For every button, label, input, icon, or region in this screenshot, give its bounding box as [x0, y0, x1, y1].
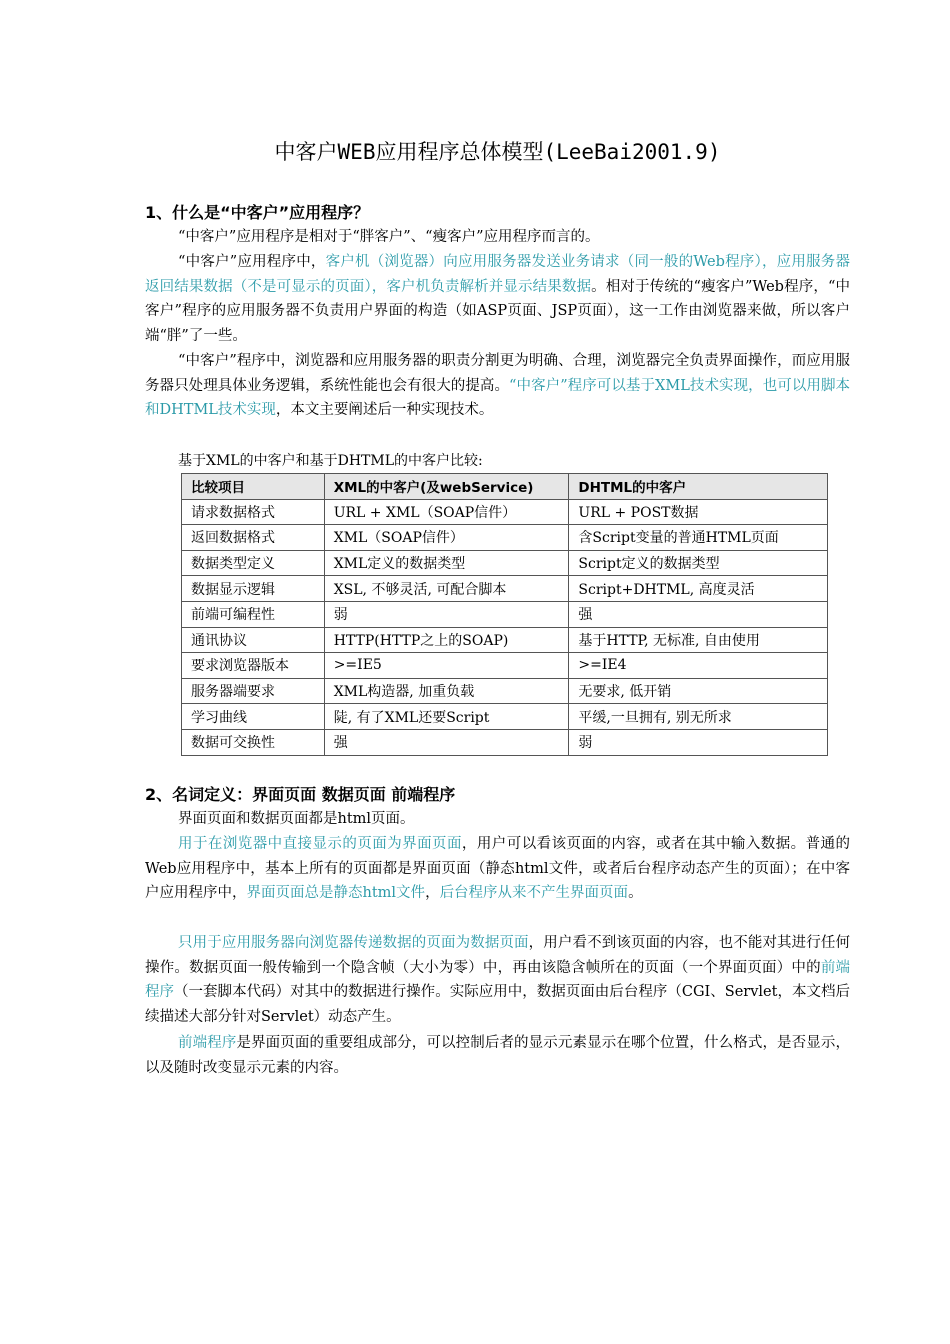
table-cell: XML（SOAP信件） — [324, 525, 569, 551]
table-cell: Script+DHTML, 高度灵活 — [569, 576, 828, 602]
comparison-table — [181, 473, 828, 756]
table-row — [182, 627, 828, 653]
table-cell: 学习曲线 — [182, 704, 325, 730]
table-cell: 弱 — [569, 729, 828, 755]
table-row — [182, 499, 828, 525]
table-cell: 强 — [569, 601, 828, 627]
table-cell: 要求浏览器版本 — [182, 653, 325, 679]
section-2-paragraph-2 — [145, 832, 850, 906]
table-cell: XML定义的数据类型 — [324, 550, 569, 576]
text-run: ， — [425, 885, 440, 901]
table-cell: 通讯协议 — [182, 627, 325, 653]
table-cell: 返回数据格式 — [182, 525, 325, 551]
table-cell: 数据可交换性 — [182, 729, 325, 755]
table-cell: 弱 — [324, 601, 569, 627]
table-caption: 基于XML的中客户和基于DHTML的中客户比较: — [178, 453, 483, 469]
table-cell: 数据类型定义 — [182, 550, 325, 576]
text-run: 。相对于传统的“瘦客户”Web程序，“中客户”程序的应用服务器不负责用户界面的构造（如ASP页面、JSP页面），这一工作由浏览器来做，所以客户端“胖”了一些。 — [145, 278, 850, 344]
table-cell: HTTP(HTTP之上的SOAP) — [324, 627, 569, 653]
text-run: （一套脚本代码）对其中的数据进行操作。实际应用中，数据页面由后台程序（CGI、Servlet，本文档后续描述大部分针对Servlet）动态产生。 — [145, 984, 851, 1025]
document-title: 中客户WEB应用程序总体模型(LeeBai2001.9) — [274, 140, 721, 164]
table-cell: 请求数据格式 — [182, 499, 325, 525]
table-row — [182, 704, 828, 730]
table-cell: 强 — [324, 729, 569, 755]
highlighted-text: 客户机（浏览器）向应用服务器发送业务请求（同一般的Web程序），应用服务器返回结果数据（不是可显示的页面），客户机负责解析并显示结果数据 — [145, 254, 850, 295]
table-row — [182, 550, 828, 576]
table-row — [182, 678, 828, 704]
table-header-cell: 比较项目 — [182, 474, 325, 500]
section-1-paragraph-3 — [145, 349, 850, 423]
table-row — [182, 576, 828, 602]
table-cell: Script定义的数据类型 — [569, 550, 828, 576]
text-run: ，本文主要阐述后一种实现技术。 — [275, 402, 494, 418]
table-row — [182, 601, 828, 627]
table-header-cell: XML的中客户(及webService) — [324, 474, 569, 500]
table-cell: >=IE4 — [569, 653, 828, 679]
table-cell: 无要求, 低开销 — [569, 678, 828, 704]
table-cell: 平缓,一旦拥有, 别无所求 — [569, 704, 828, 730]
section-1-paragraph-2 — [145, 250, 850, 348]
text-run: 是界面页面的重要组成部分，可以控制后者的显示元素显示在哪个位置，什么格式，是否显示，以及随时改变显示元素的内容。 — [145, 1035, 851, 1076]
highlighted-text: “中客户”程序可以基于XML技术实现，也可以用脚本和DHTML技术实现 — [145, 377, 850, 418]
table-cell: 数据显示逻辑 — [182, 576, 325, 602]
highlighted-text: 前端程序 — [145, 959, 851, 1000]
section-2-paragraph-4 — [145, 1031, 850, 1080]
section-1-heading: 1、什么是“中客户”应用程序？ — [145, 203, 370, 222]
highlighted-text: 前端程序 — [178, 1035, 237, 1051]
table-row — [182, 525, 828, 551]
section-1-paragraph-1: “中客户”应用程序是相对于“胖客户”、“瘦客户”应用程序而言的。 — [178, 229, 600, 245]
table-cell: URL + XML（SOAP信件） — [324, 499, 569, 525]
text-run: 。 — [628, 885, 643, 901]
table-row — [182, 729, 828, 755]
table-cell: 服务器端要求 — [182, 678, 325, 704]
table-cell: 含Script变量的普通HTML页面 — [569, 525, 828, 551]
text-run: “中客户”程序中，浏览器和应用服务器的职责分割更为明确、合理，浏览器完全负责界面操作，而应用服务器只处理具体业务逻辑，系统性能也会有很大的提高。 — [145, 353, 850, 394]
section-2-heading: 2、名词定义：界面页面 数据页面 前端程序 — [145, 785, 456, 804]
table-header-row — [182, 474, 828, 500]
text-run: ，用户看不到该页面的内容，也不能对其进行任何操作。数据页面一般传输到一个隐含帧（大小为零）中，再由该隐含帧所在的页面（一个界面页面）中的 — [145, 935, 851, 976]
table-row — [182, 653, 828, 679]
table-cell: 基于HTTP, 无标准, 自由使用 — [569, 627, 828, 653]
highlighted-text: 后台程序从来不产生界面页面 — [439, 885, 629, 901]
table-cell: >=IE5 — [324, 653, 569, 679]
table-header-cell: DHTML的中客户 — [569, 474, 828, 500]
text-run: ，用户可以看该页面的内容，或者在其中输入数据。普通的Web应用程序中，基本上所有的页面都是界面页面（静态html文件，或者后台程序动态产生的页面）；在中客户应用程序中， — [145, 836, 850, 901]
table-cell: 前端可编程性 — [182, 601, 325, 627]
table-cell: XML构造器, 加重负载 — [324, 678, 569, 704]
text-run: “中客户”应用程序中， — [178, 254, 326, 270]
highlighted-text: 用于在浏览器中直接显示的页面为界面页面 — [178, 836, 462, 852]
table-cell: 陡, 有了XML还要Script — [324, 704, 569, 730]
table-cell: URL + POST数据 — [569, 499, 828, 525]
table-cell: XSL, 不够灵活, 可配合脚本 — [324, 576, 569, 602]
section-2-paragraph-1: 界面页面和数据页面都是html页面。 — [178, 811, 415, 827]
section-2-paragraph-3 — [145, 931, 850, 1029]
highlighted-text: 只用于应用服务器向浏览器传递数据的页面为数据页面 — [178, 935, 529, 951]
highlighted-text: 界面页面总是静态html文件 — [246, 885, 426, 901]
